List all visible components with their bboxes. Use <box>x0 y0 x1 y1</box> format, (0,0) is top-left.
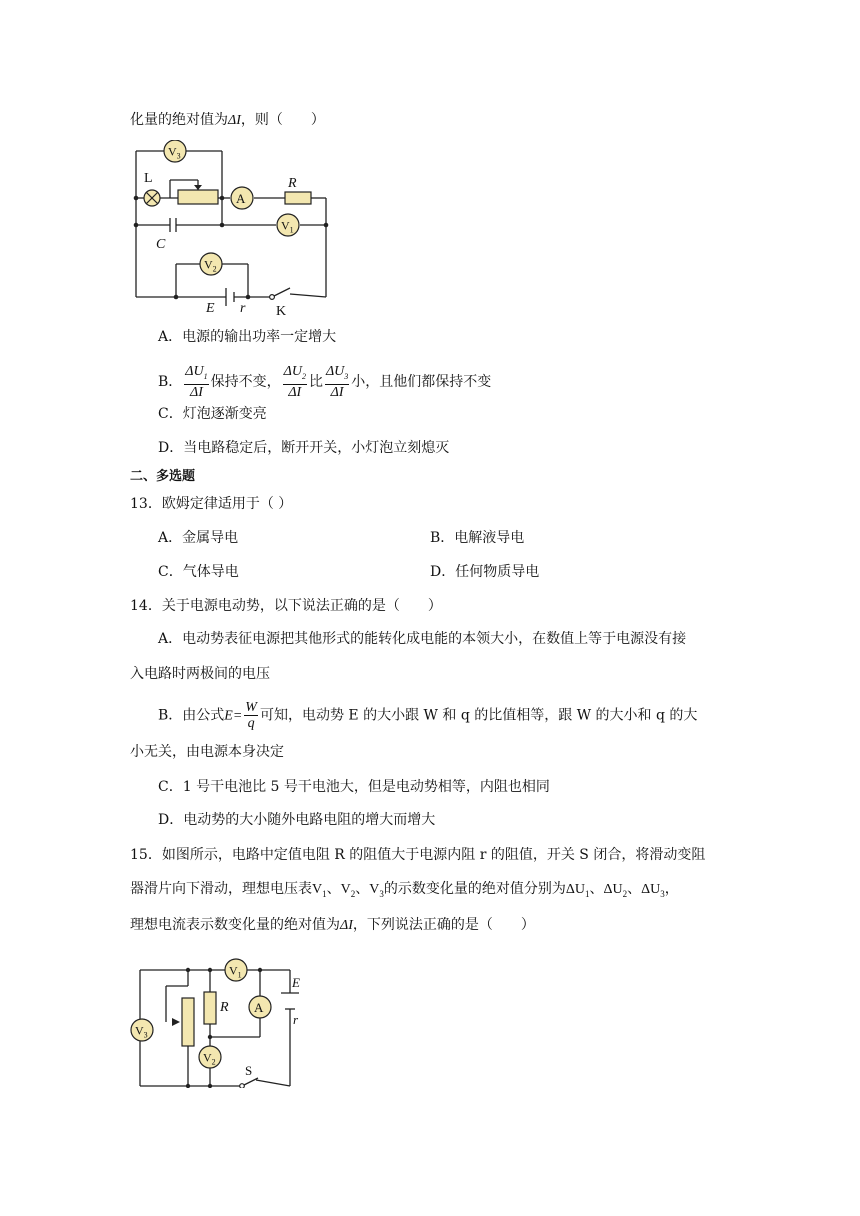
svg-text:E: E <box>206 301 215 315</box>
svg-text:V1: $V_1$ <box>281 218 294 235</box>
q12-option-d: D．当电路稳定后，断开开关，小灯泡立刻熄灭 <box>158 440 450 456</box>
svg-text:E: E <box>292 975 300 990</box>
q13-option-d: D．任何物质导电 <box>430 564 540 580</box>
svg-text:L: L <box>144 171 153 186</box>
svg-text:R: R <box>220 1000 229 1015</box>
q15-stem-line1: 15．如图所示，电路中定值电阻 R 的阻值大于电源内阻 r 的阻值，开关 S 闭合，将滑动变阻 <box>130 847 706 863</box>
q12-option-c: C．灯泡逐渐变亮 <box>158 406 267 422</box>
q14-option-c: C．1 号干电池比 5 号干电池大，但是电动势相等，内阻也相同 <box>158 779 550 795</box>
q14-option-b-line1: B．由公式E= $\frac{W}{q}$ 可知，电动势 E 的大小跟 W 和 q 的比值相等，跟 W 的大小和 q 的大 <box>158 700 698 731</box>
svg-text:A: A <box>254 1000 264 1015</box>
q15-stem-line3: 理想电流表示数变化量的绝对值为ΔI，下列说法正确的是（ ） <box>130 917 535 933</box>
svg-text:V3: $V_3$ <box>135 1023 148 1040</box>
q14-option-a-line1: A．电动势表征电源把其他形式的能转化成电能的本领大小，在数值上等于电源没有接 <box>158 631 687 647</box>
q15-circuit-diagram <box>130 958 310 1088</box>
q12-intro: 化量的绝对值为ΔI，则（ ） <box>130 112 325 128</box>
svg-text:r: r <box>293 1012 299 1027</box>
svg-text:C: C <box>156 237 166 252</box>
q14-option-a-line2: 入电路时两极间的电压 <box>130 666 270 682</box>
svg-text:V2: $V_2$ <box>203 1050 216 1067</box>
q12-option-b: B． $\frac{\Delta U_1}{\Delta I}$ 保持不变， $\frac{\Delta U_2}{\Delta I}$ 比 $\frac{\Delta U_3}{\Delta I}$ 小，且他们都保持不变 <box>158 364 492 400</box>
svg-text:A: A <box>236 191 246 206</box>
svg-text:K: K <box>276 304 287 315</box>
svg-text:V1: $V_1$ <box>229 963 242 980</box>
q14-stem: 14．关于电源电动势，以下说法正确的是（ ） <box>130 598 442 614</box>
q15-stem-line2: 器滑片向下滑动，理想电压表$V_1$、$V_2$、$V_3$的示数变化量的绝对值分别为$\Delta U_1$、$\Delta U_2$、$\Delta U_3$， <box>130 881 679 899</box>
svg-text:V3: $V_3$ <box>168 144 181 161</box>
svg-text:R: R <box>288 176 297 191</box>
svg-text:V2: $V_2$ <box>204 257 217 274</box>
q13-stem: 13．欧姆定律适用于（ ） <box>130 496 293 512</box>
q12-circuit-diagram <box>130 140 340 315</box>
q13-option-a: A．金属导电 <box>158 530 239 546</box>
q14-option-b-line2: 小无关，由电源本身决定 <box>130 744 284 760</box>
q12-option-a: A．电源的输出功率一定增大 <box>158 329 337 345</box>
svg-text:S: S <box>245 1063 253 1078</box>
svg-text:r: r <box>240 301 246 315</box>
q13-option-c: C．气体导电 <box>158 564 239 580</box>
q13-option-b: B．电解液导电 <box>430 530 525 546</box>
q14-option-d: D．电动势的大小随外电路电阻的增大而增大 <box>158 812 436 828</box>
section-heading-multi-choice: 二、多选题 <box>130 469 196 484</box>
